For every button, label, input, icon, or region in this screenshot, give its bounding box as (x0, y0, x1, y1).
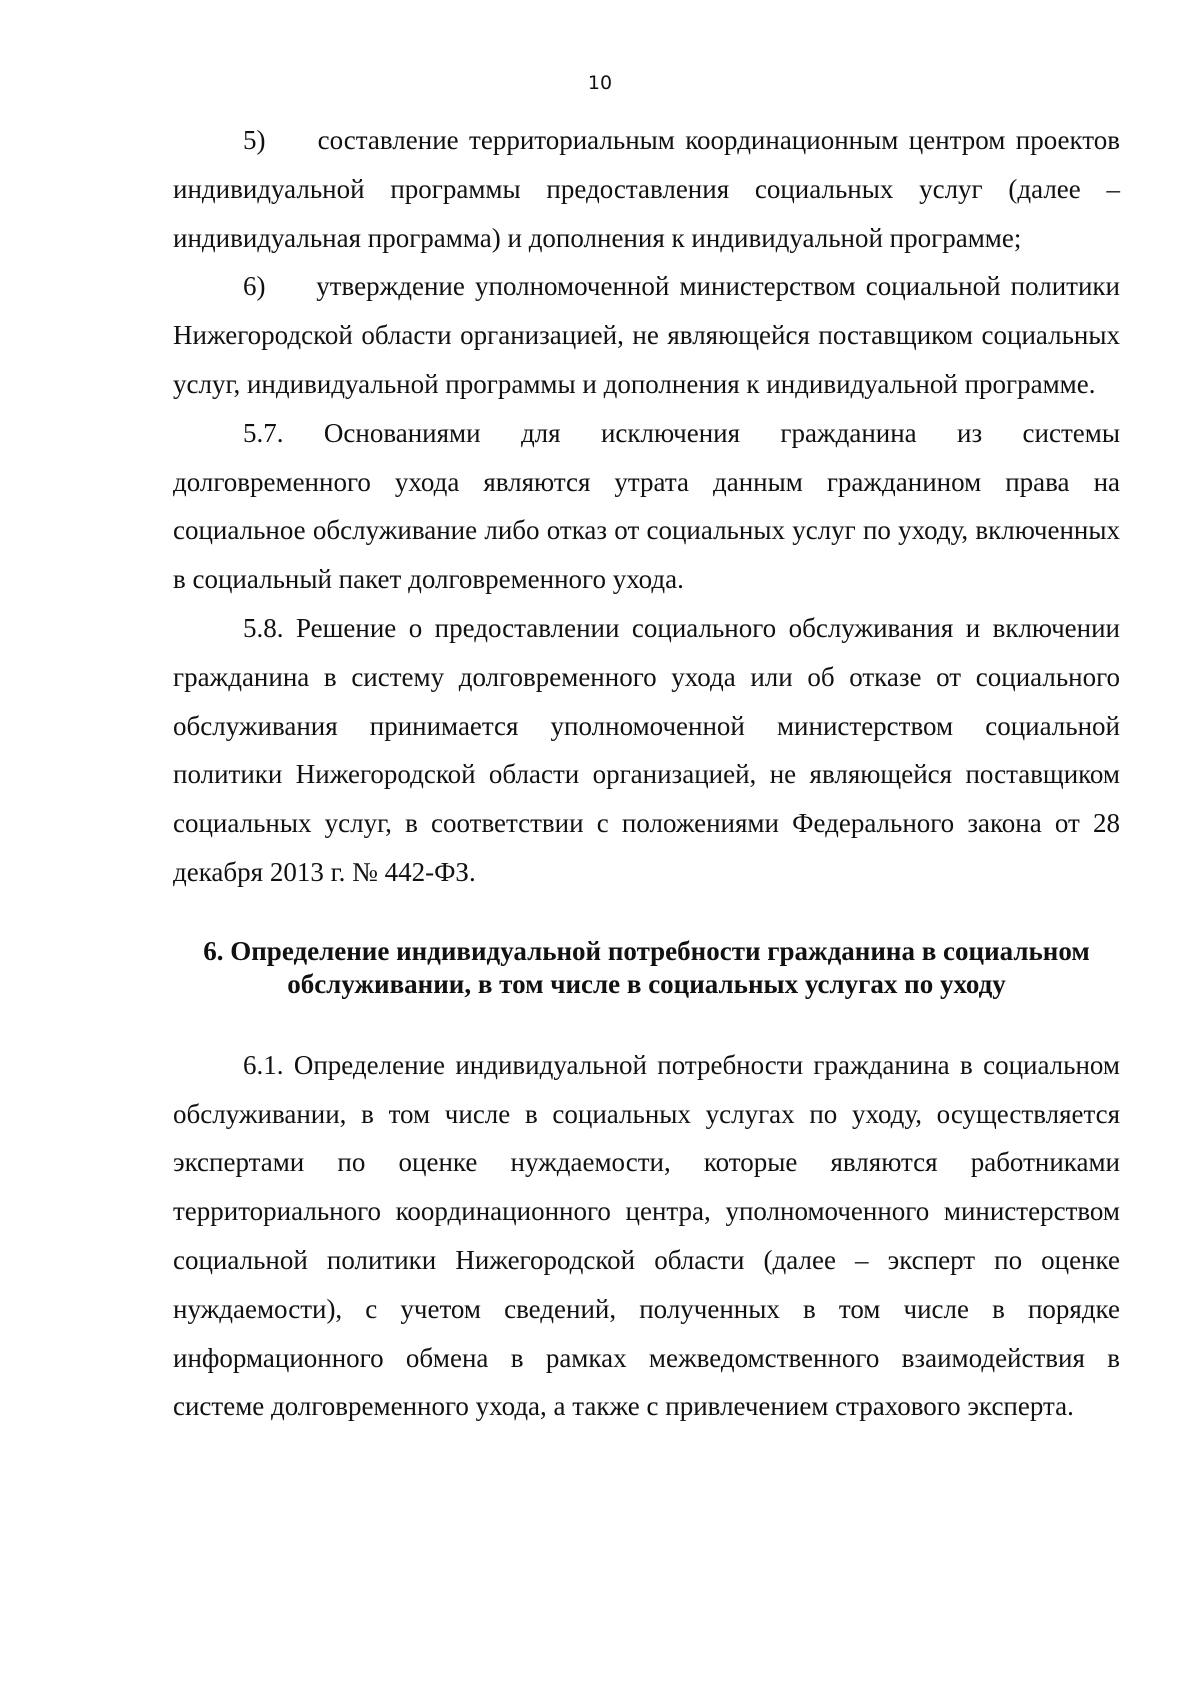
section-heading (173, 935, 1120, 1001)
section-heading-line-1: 6. Определение индивидуальной потребности гражданина в социальном (203, 935, 1090, 966)
document-body (173, 116, 1120, 1431)
clause-6-1: 6.1. Определение индивидуальной потребности гражданина в социальном обслуживании, в том числе в социальных услугах по уходу, осуществляется экспертами по оценке нуждаемости, которые являются работниками территориального координационного центра, уполномоченного министерством социальной политики Нижегородской области (далее – эксперт по оценке нуждаемости), с учетом сведений, полученных в том числе в порядке информационного обмена в рамках межведомственного взаимодействия в системе долговременного ухода, а также с привлечением страхового эксперта. (173, 1049, 1120, 1422)
section-heading-line-2: обслуживании, в том числе в социальных услугах по уходу (287, 968, 1006, 999)
list-item-5: 5) составление территориальным координационным центром проектов индивидуальной программы предоставления социальных услуг (далее – индивидуальная программа) и дополнения к индивидуальной программе; (173, 125, 1120, 253)
clause-5-8: 5.8. Решение о предоставлении социального обслуживания и включении гражданина в систему долговременного ухода или об отказе от социального обслуживания принимается уполномоченной министерством социальной политики Нижегородской области организацией, не являющейся поставщиком социальных услуг, в соответствии с положениями Федерального закона от 28 декабря 2013 г. № 442-ФЗ. (173, 612, 1120, 887)
clause-5-7: 5.7. Основаниями для исключения гражданина из системы долговременного ухода являются утрата данным гражданином права на социальное обслуживание либо отказ от социальных услуг по уходу, включенных в социальный пакет долговременного ухода. (173, 417, 1120, 595)
page-number: 10 (587, 72, 613, 94)
list-item-6: 6) утверждение уполномоченной министерством социальной политики Нижегородской области организацией, не являющейся поставщиком социальных услуг, индивидуальной программы и дополнения к индивидуальной программе. (173, 271, 1120, 399)
